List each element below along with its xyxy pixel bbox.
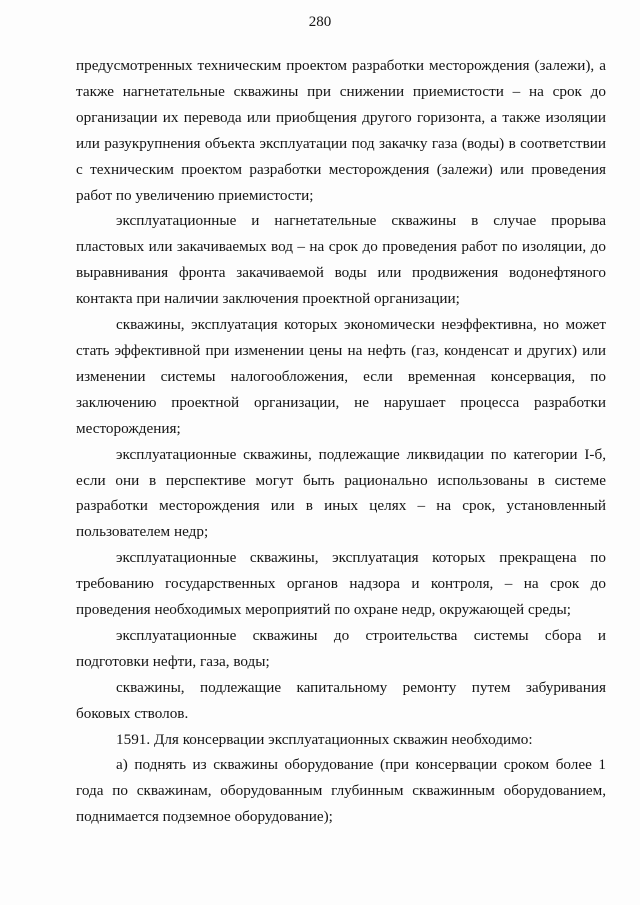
paragraph: эксплуатационные скважины до строительства системы сбора и подготовки нефти, газа, воды; bbox=[76, 626, 606, 670]
paragraph: эксплуатационные и нагнетательные скважины в случае прорыва пластовых или закачиваемых вод – на срок до проведения работ по изоляции, до выравнивания фронта закачиваемой воды или продвижения водонефтяного контакта при наличии заключения проектной организации; bbox=[76, 212, 606, 308]
subclause-a: а) поднять из скважины оборудование (при консервации сроком более 1 года по скважинам, оборудованным глубинным скважинным оборудованием, поднимается подземное оборудование); bbox=[76, 756, 606, 826]
page-body bbox=[76, 53, 606, 830]
paragraph: эксплуатационные скважины, подлежащие ликвидации по категории I-б, если они в перспективе могут быть рационально использованы в системе разработки месторождения или в иных целях – на срок, установленный пользователем недр; bbox=[76, 445, 606, 541]
paragraph: эксплуатационные скважины, эксплуатация которых прекращена по требованию государственных органов надзора и контроля, – на срок до проведения необходимых мероприятий по охране недр, окружающей среды; bbox=[76, 549, 606, 619]
paragraph: скважины, подлежащие капитальному ремонту путем забуривания боковых стволов. bbox=[76, 678, 606, 722]
paragraph: скважины, эксплуатация которых экономически неэффективна, но может стать эффективной при изменении цены на нефть (газ, конденсат и других) или изменении системы налогообложения, если временная консервация, по заключению проектной организации, не нарушает процесса разработки месторождения; bbox=[76, 316, 606, 437]
paragraph: предусмотренных техническим проектом разработки месторождения (залежи), а также нагнетательные скважины при снижении приемистости – на срок до организации их перевода или приобщения другого горизонта, а также изоляции или разукрупнения объекта эксплуатации под закачку газа (воды) в соответствии с техническим проектом разработки месторождения (залежи) или проведения работ по увеличению приемистости; bbox=[76, 57, 606, 204]
section-clause-1591: 1591. Для консервации эксплуатационных скважин необходимо: bbox=[116, 730, 533, 748]
page-number: 280 bbox=[308, 14, 332, 30]
